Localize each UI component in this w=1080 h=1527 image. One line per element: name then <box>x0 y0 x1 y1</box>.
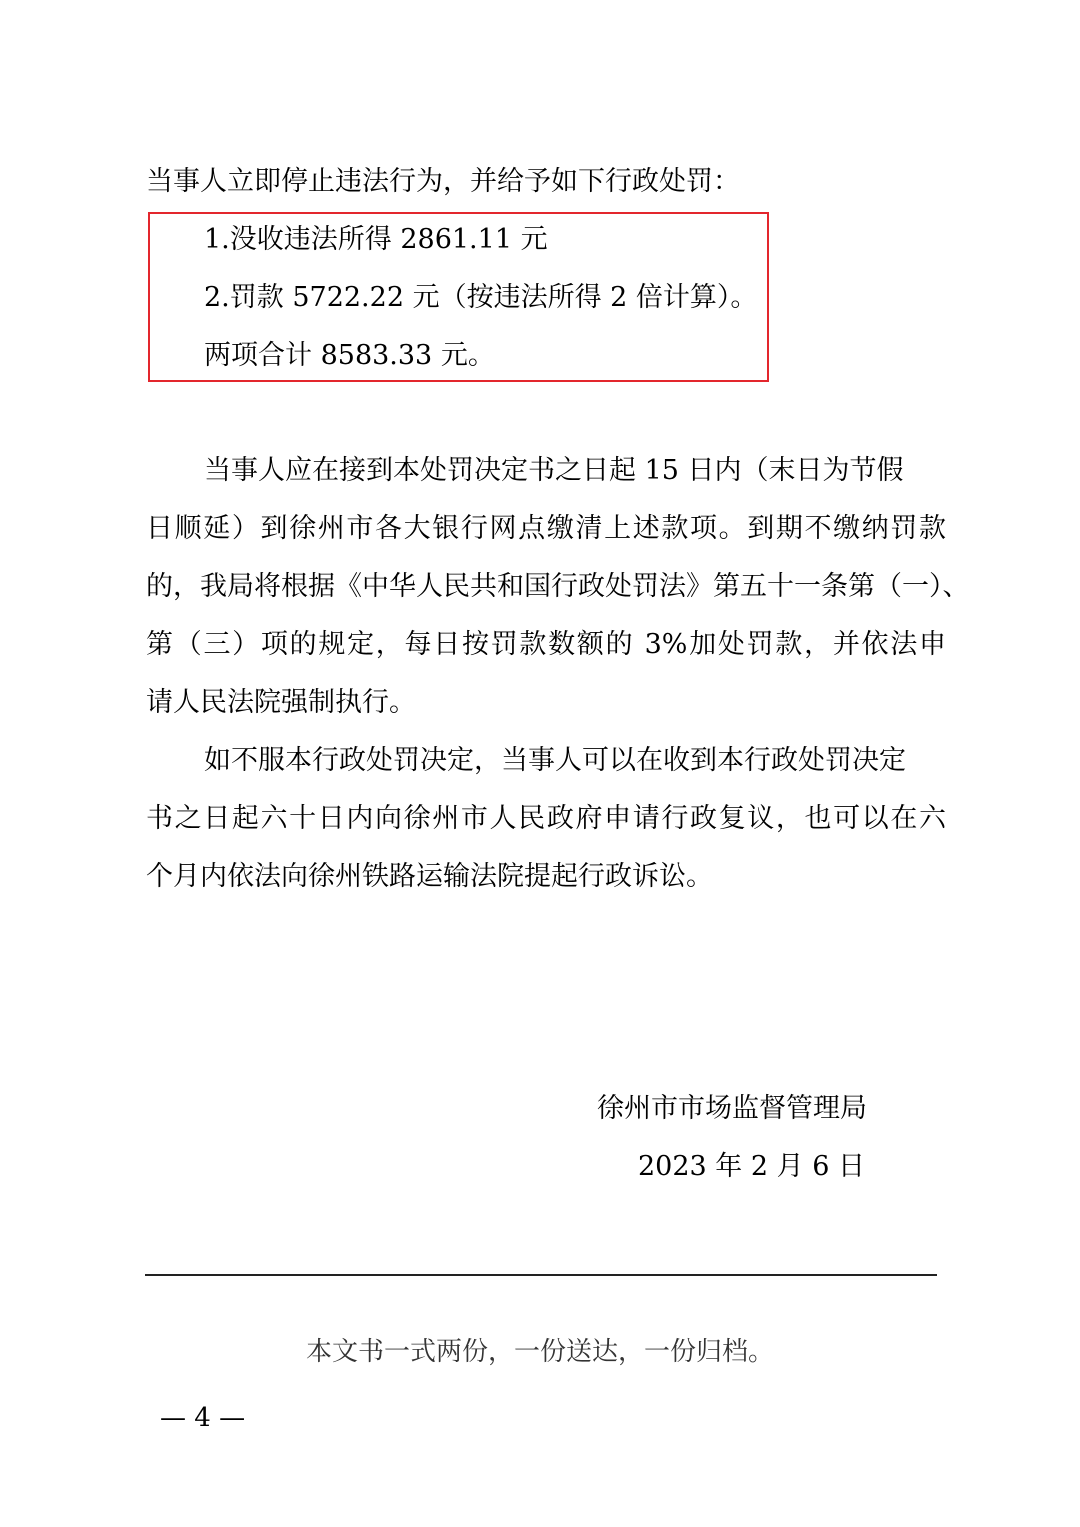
penalty-highlight-box <box>148 212 769 382</box>
payment-line-4: 第（三）项的规定，每日按罚款数额的 3%加处罚款，并依法申 <box>146 629 946 660</box>
issue-date: 2023 年 2 月 6 日 <box>638 1151 865 1182</box>
penalty-total: 两项合计 8583.33 元。 <box>204 340 495 371</box>
payment-line-1: 当事人应在接到本处罚决定书之日起 15 日内（末日为节假 <box>204 455 904 486</box>
appeal-line-1: 如不服本行政处罚决定，当事人可以在收到本行政处罚决定 <box>204 745 906 776</box>
penalty-item-fine: 2.罚款 5722.22 元（按违法所得 2 倍计算）。 <box>204 282 758 313</box>
penalty-item-confiscation: 1.没收违法所得 2861.11 元 <box>204 224 548 255</box>
payment-line-2: 日顺延）到徐州市各大银行网点缴清上述款项。到期不缴纳罚款 <box>146 513 946 544</box>
page-number: — 4 — <box>160 1403 246 1433</box>
appeal-line-3: 个月内依法向徐州铁路运输法院提起行政诉讼。 <box>146 861 713 892</box>
intro-line: 当事人立即停止违法行为，并给予如下行政处罚： <box>146 166 740 197</box>
appeal-line-2: 书之日起六十日内向徐州市人民政府申请行政复议，也可以在六 <box>146 803 946 834</box>
issuing-organization: 徐州市市场监督管理局 <box>597 1093 867 1124</box>
footer-divider <box>145 1274 937 1276</box>
payment-line-5: 请人民法院强制执行。 <box>146 687 416 718</box>
footnote: 本文书一式两份，一份送达，一份归档。 <box>305 1337 774 1367</box>
payment-line-3: 的，我局将根据《中华人民共和国行政处罚法》第五十一条第（一）、 <box>146 571 970 602</box>
